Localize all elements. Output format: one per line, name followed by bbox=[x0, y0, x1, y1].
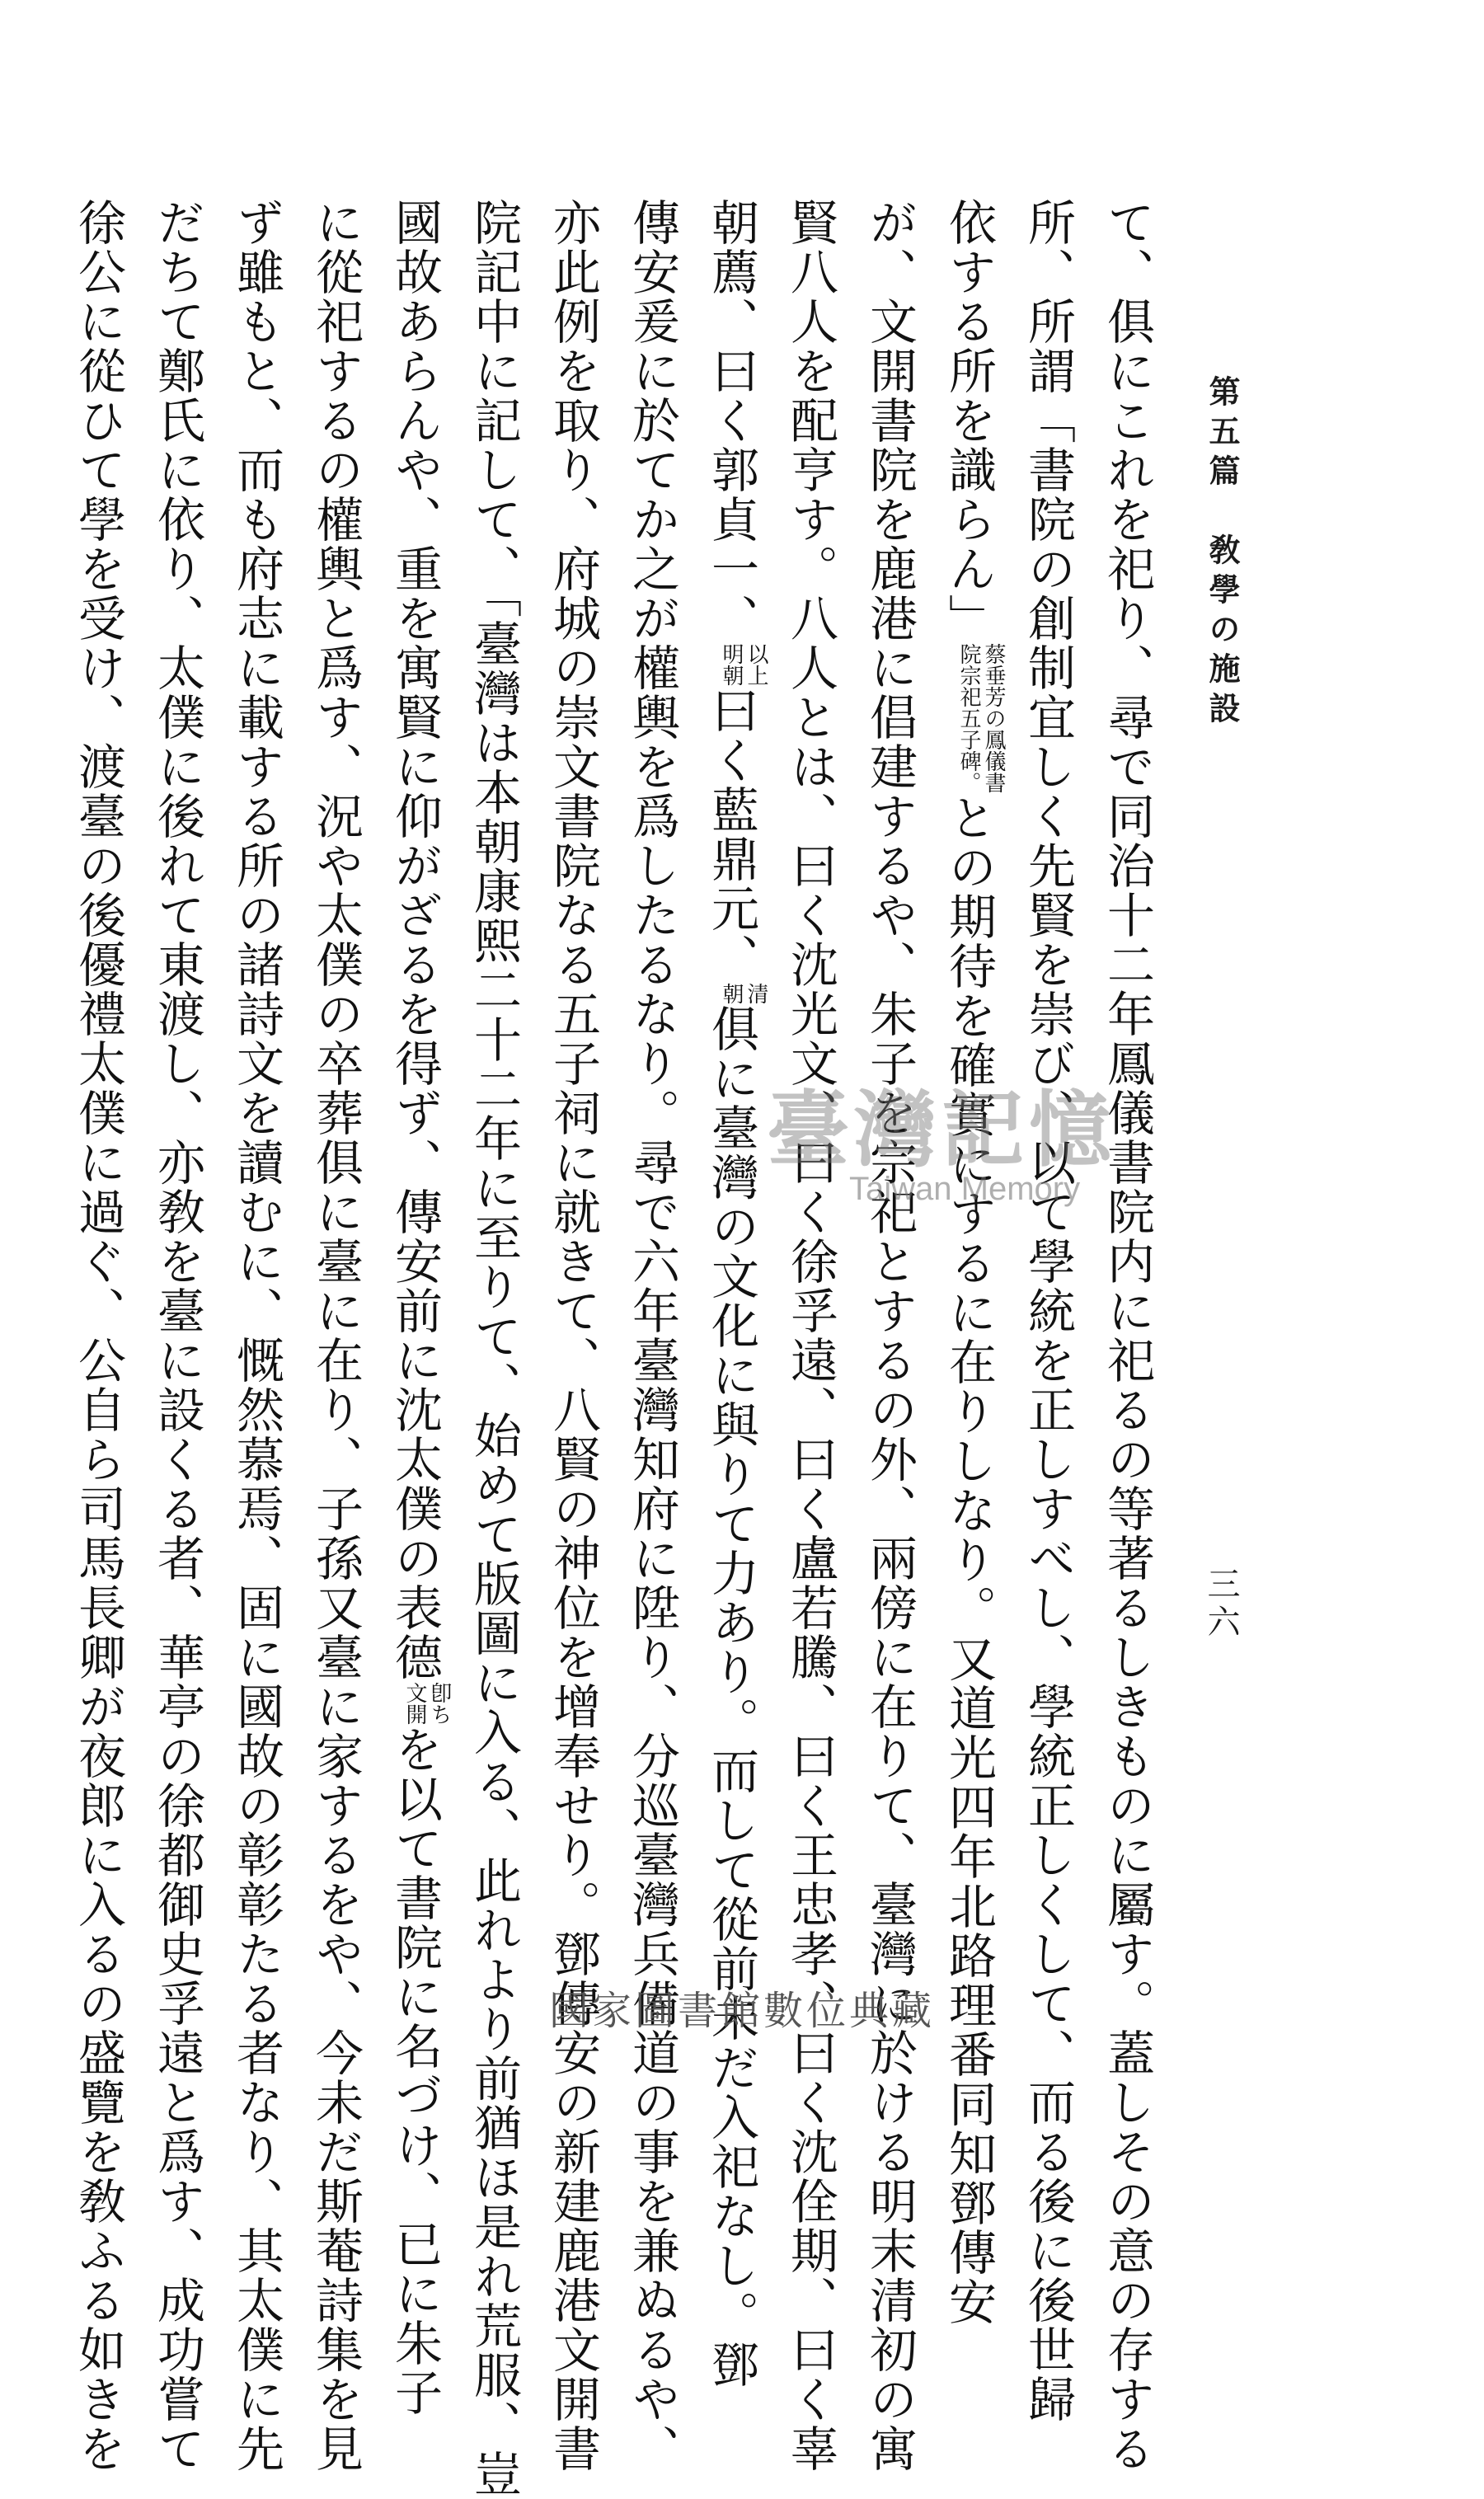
text-column: が、文開書院を鹿港に倡建するや、朱子を宗祀とするの外、兩傍に在りて、臺灣に於ける明末清初の寓 bbox=[862, 198, 918, 2473]
page-header: 第五篇 敎學の施設 bbox=[1204, 375, 1241, 731]
annotation-note: 清 朝 bbox=[719, 983, 769, 1004]
text-column: て、俱にこれを祀り、尋で同治十二年鳳儀書院内に祀るの等著るしきものに屬す。蓋しその意の存する bbox=[1099, 198, 1155, 2473]
page-number: 三六 bbox=[1202, 1567, 1240, 1642]
text-column: 院記中に記して、「臺灣は本朝康熙二十二年に至りて、始めて版圖に入る、此れより前猶ほ是れ荒服、豈 bbox=[466, 198, 522, 2499]
text-column: 傳安爰に於てか之が權輿を爲したるなり。尋で六年臺灣知府に陞り、分巡臺灣兵備道の事を兼ぬるや、 bbox=[624, 198, 680, 2473]
text-column: ず雖もと、而も府志に載する所の諸詩文を讀むに、慨然慕焉、固に國故の彰彰たる者なり、其太僕に先 bbox=[228, 198, 284, 2473]
text-column: に從祀するの權輿と爲す、況や太僕の卒葬俱に臺に在り、子孫又臺に家するをや、今未だ斯菴詩集を見 bbox=[308, 198, 364, 2473]
text-column: だちて鄭氏に依り、太僕に後れて東渡し、亦敎を臺に設くる者、華亭の徐都御史孚遠と爲す、成功嘗て bbox=[149, 198, 205, 2473]
annotation-note: 卽ち 文開 bbox=[402, 1682, 453, 1725]
footer-credit: 國家圖書館數位典藏 bbox=[548, 1988, 935, 2034]
watermark-subtitle: Taiwan Memory bbox=[849, 1171, 1081, 1207]
text-column: 所、所謂「書院の創制宜しく先賢を崇び、以て學統を正しすべし、學統正しくして、而る後に後世歸 bbox=[1020, 198, 1076, 2424]
text-column: 依する所を識らん」 蔡垂芳の鳳儀書 院宗祀五子碑。 との期待を確實にするに在りしなり。又道光四年北路理番同知鄧傳安 bbox=[941, 198, 1007, 2327]
text-column: 國故あらんや、重を寓賢に仰がざるを得ず、傳安前に沈太僕の表德 卽ち 文開 を以て書院に名づけ、已に朱子 bbox=[387, 198, 453, 2417]
text-column: 徐公に從ひて學を受け、渡臺の後優禮太僕に過ぐ、公自ら司馬長卿が夜郎に入るの盛覽を敎ふる如きを bbox=[70, 198, 126, 2473]
watermark-logo: 臺灣記憶 bbox=[767, 1081, 1116, 1178]
text-column: 亦此例を取り、府城の崇文書院なる五子祠に就きて、八賢の神位を增奉せり。鄧傳安の新建鹿港文開書 bbox=[545, 198, 601, 2473]
annotation-note: 蔡垂芳の鳳儀書 院宗祀五子碑。 bbox=[956, 643, 1007, 793]
text-column: 賢八人を配亨す。八人とは、曰く沈光文、曰く徐孚遠、曰く盧若騰、曰く王忠孝、曰く沈佺期、曰く辜 bbox=[782, 198, 838, 2473]
annotation-note: 以上 明朝 bbox=[719, 643, 769, 686]
text-column: 朝薦、曰く郭貞一、 以上 明朝 曰く藍鼎元、 清 朝 俱に臺灣の文化に與りて力あり。而して從前未だ入祀なし。鄧 bbox=[703, 198, 769, 2389]
